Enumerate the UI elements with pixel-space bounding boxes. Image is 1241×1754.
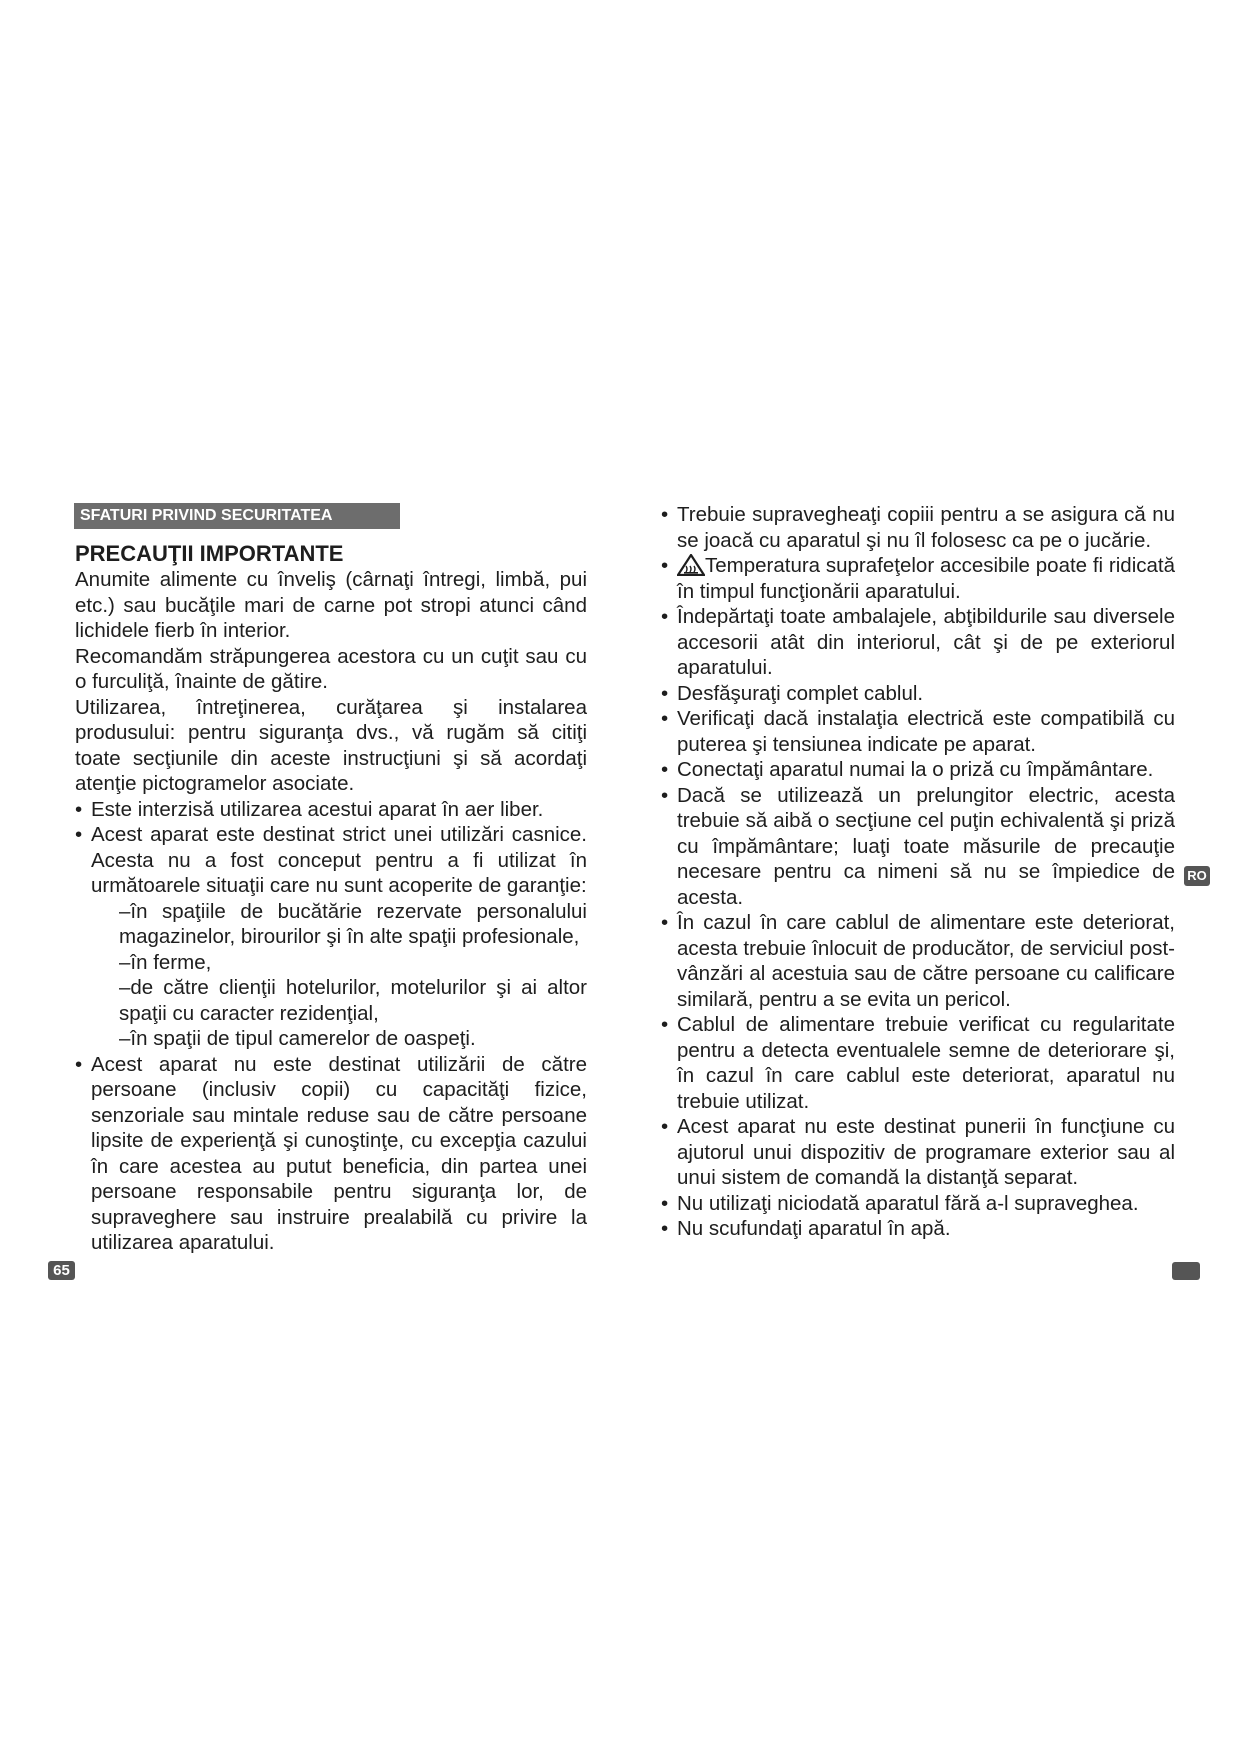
- language-tab: RO: [1184, 866, 1210, 886]
- list-item: • Acest aparat nu este destinat punerii în funcţiune cu ajutorul unui dispozitiv de programare exterior sau al unui sistem de comandă la distanţă separat.: [661, 1114, 1175, 1191]
- list-item: • Desfăşuraţi complet cablul.: [661, 681, 1175, 707]
- list-item: • Dacă se utilizează un prelungitor electric, acesta trebuie să aibă o secţiune cel puţin echivalentă şi priză cu împământare; luaţi toate măsurile de precauţie necesare pentru ca nimeni să nu se împiedice de acesta.: [661, 783, 1175, 911]
- hot-surface-warning-icon: [677, 554, 705, 576]
- list-item: [661, 553, 1175, 604]
- list-item: • Este interzisă utilizarea acestui aparat în aer liber.: [75, 797, 587, 823]
- list-item: • Acest aparat nu este destinat utilizării de către persoane (inclusiv copii) cu capacităţi fizice, senzoriale sau mintale reduse sau de către persoane lipsite de experienţă şi cunoştinţe, cu excepţia cazului în care acestea au putut beneficia, din partea unei persoane responsabile pentru siguranţa lor, de supraveghere sau instruire prealabilă cu privire la utilizarea aparatului.: [75, 1052, 587, 1256]
- sub-item: –în ferme,: [119, 950, 212, 974]
- page-heading: PRECAUŢII IMPORTANTE: [75, 541, 344, 566]
- page-tab-marker: [1172, 1262, 1200, 1280]
- list-item: • În cazul în care cablul de alimentare este deteriorat, acesta trebuie înlocuit de producător, de serviciul post-vânzări al acestuia sau de către persoane cu calificare similară, pentru a se evita un pericol.: [661, 910, 1175, 1012]
- list-item-text: Temperatura suprafeţelor accesibile poate fi ridicată în timpul funcţionării aparatului.: [677, 554, 1175, 603]
- page-number: 65: [48, 1261, 75, 1280]
- intro-paragraph: Recomandăm străpungerea acestora cu un cuţit sau cu o furculiţă, înainte de gătire.: [75, 644, 587, 693]
- left-column: [75, 540, 587, 1256]
- sub-item: –în spaţiile de bucătărie rezervate personalului magazinelor, birourilor şi în alte spaţii profesionale,: [119, 899, 587, 948]
- left-bullet-list: [75, 797, 587, 1256]
- sub-item: –în spaţii de tipul camerelor de oaspeţi.: [119, 1027, 476, 1050]
- list-item-text: Acest aparat este destinat strict unei utilizări casnice. Acesta nu a fost conceput pentru a fi utilizat în următoarele situaţii care nu sunt acoperite de garanţie:: [91, 823, 587, 897]
- right-bullet-list: [661, 502, 1175, 1242]
- list-item: • Îndepărtaţi toate ambalajele, abţibildurile sau diversele accesorii atât din interiorul, cât şi de pe exteriorul aparatului.: [661, 604, 1175, 681]
- list-item: • Verificaţi dacă instalaţia electrică este compatibilă cu puterea şi tensiunea indicate pe aparat.: [661, 706, 1175, 757]
- intro-paragraph: Anumite alimente cu înveliş (cârnaţi întregi, limbă, pui etc.) sau bucăţile mari de carne pot stropi atunci când lichidele fierb în interior.: [75, 568, 587, 642]
- list-item: • Nu utilizaţi niciodată aparatul fără a-l supraveghea.: [661, 1191, 1175, 1217]
- list-item: • Nu scufundaţi aparatul în apă.: [661, 1216, 1175, 1242]
- list-item: • Cablul de alimentare trebuie verificat cu regularitate pentru a detecta eventualele semne de deteriorare şi, în cazul în care cablul este deteriorat, aparatul nu trebuie utilizat.: [661, 1012, 1175, 1114]
- sub-item: –de către clienţii hotelurilor, motelurilor şi ai altor spaţii cu caracter rezidenţial,: [119, 976, 587, 1025]
- intro-paragraph: Utilizarea, întreţinerea, curăţarea şi instalarea produsului: pentru siguranţa dvs., vă rugăm să citiţi toate secţiunile din aceste instrucţiuni şi să acordaţi atenţie pictogramelor asociate.: [75, 695, 587, 795]
- list-item: [75, 822, 587, 1052]
- right-column: [661, 502, 1175, 1242]
- list-item: • Conectaţi aparatul numai la o priză cu împământare.: [661, 757, 1175, 783]
- list-item: • Trebuie supravegheaţi copiii pentru a se asigura că nu se joacă cu aparatul şi nu îl folosesc ca pe o jucărie.: [661, 502, 1175, 553]
- section-title: SFATURI PRIVIND SECURITATEA: [74, 503, 400, 529]
